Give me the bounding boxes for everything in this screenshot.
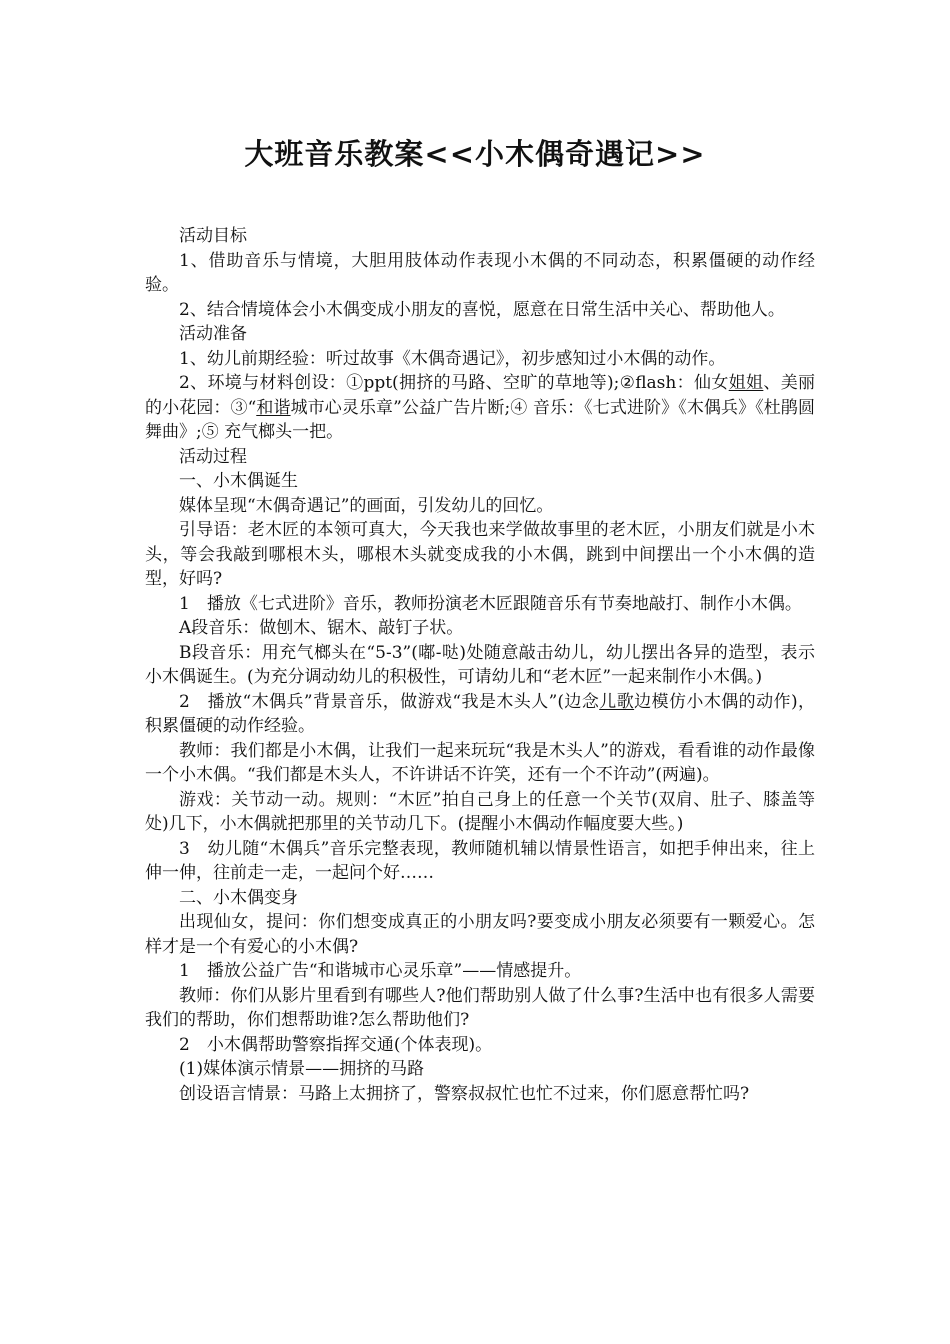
paragraph: A段音乐：做刨木、锯木、敲钉子状。: [179, 618, 464, 638]
subsection-heading: 一、小木偶诞生: [179, 471, 298, 491]
text-span: 2、环境与材料创设：①ppt(拥挤的马路、空旷的草地等);②flash：仙女: [179, 373, 729, 393]
text-span: 、美丽的小花园：③“: [145, 373, 816, 418]
paragraph: 2 小木偶帮助警察指挥交通(个体表现)。: [179, 1034, 493, 1055]
paragraph: 1、幼儿前期经验：听过故事《木偶奇遇记》，初步感知过小木偶的动作。: [179, 348, 726, 369]
document-title: 大班音乐教案<<小木偶奇遇记>>: [244, 137, 706, 171]
paragraph: 1 播放公益广告“和谐城市心灵乐章”——情感提升。: [179, 961, 582, 981]
link-erge[interactable]: 儿歌: [599, 691, 635, 712]
subsection-heading: 二、小木偶变身: [179, 887, 298, 908]
link-jiejie[interactable]: 姐姐: [728, 373, 764, 393]
paragraph: 2、结合情境体会小木偶变成小朋友的喜悦，愿意在日常生活中关心、帮助他人。: [179, 299, 785, 320]
paragraph-game: [145, 690, 815, 739]
text-span: 城市心灵乐章”公益广告片断;④ 音乐：《七式进阶》《木偶兵》《杜鹃圆舞曲》;⑤ 充气榔头一把。: [145, 397, 816, 442]
paragraph: (1)媒体演示情景——拥挤的马路: [179, 1059, 425, 1079]
section-heading-goals: 活动目标: [179, 226, 247, 246]
paragraph: B段音乐：用充气榔头在“5-3”(嘟-哒)处随意敲击幼儿，幼儿摆出各异的造型，表示小木偶诞生。(为充分调动幼儿的积极性，可请幼儿和“老木匠”一起来制作小木偶。): [145, 642, 815, 687]
paragraph: 游戏：关节动一动。规则：“木匠”拍自己身上的任意一个关节(双肩、肚子、膝盖等处)几下，小木偶就把那里的关节动几下。(提醒小木偶动作幅度要大些。): [145, 789, 815, 834]
paragraph: 引导语：老木匠的本领可真大，今天我也来学做故事里的老木匠，小朋友们就是小木头，等会我敲到哪根木头，哪根木头就变成我的小木偶，跳到中间摆出一个小木偶的造型，好吗?: [145, 520, 815, 589]
paragraph: 创设语言情景：马路上太拥挤了，警察叔叔忙也忙不过来，你们愿意帮忙吗?: [179, 1083, 750, 1104]
text-span: 边模仿小木偶的动作)，积累僵硬的动作经验。: [145, 691, 816, 736]
section-heading-preparation: 活动准备: [179, 324, 247, 344]
paragraph: 1、借助音乐与情境，大胆用肢体动作表现小木偶的不同动态，积累僵硬的动作经验。: [145, 250, 815, 295]
paragraph-materials: [145, 371, 815, 445]
paragraph: 3 幼儿随“木偶兵”音乐完整表现，教师随机辅以情景性语言，如把手伸出来，往上伸一伸，往前走一走，一起问个好……: [145, 838, 815, 883]
paragraph: 媒体呈现“木偶奇遇记”的画面，引发幼儿的回忆。: [179, 495, 554, 516]
paragraph: 出现仙女，提问：你们想变成真正的小朋友吗?要变成小朋友必须要有一颗爱心。怎样才是一个有爱心的小木偶?: [145, 912, 815, 957]
link-hexie[interactable]: 和谐: [256, 397, 291, 418]
document-body: [145, 224, 815, 1106]
paragraph: 1 播放《七式进阶》音乐，教师扮演老木匠跟随音乐有节奏地敲打、制作小木偶。: [179, 593, 802, 614]
section-heading-process: 活动过程: [179, 446, 247, 467]
paragraph: 教师：我们都是小木偶，让我们一起来玩玩“我是木头人”的游戏，看看谁的动作最像一个小木偶。“我们都是木头人，不许讲话不许笑，还有一个不许动”(两遍)。: [145, 740, 815, 785]
text-span: 2 播放“木偶兵”背景音乐，做游戏“我是木头人”(边念: [179, 691, 600, 712]
paragraph: 教师：你们从影片里看到有哪些人?他们帮助别人做了什么事?生活中也有很多人需要我们的帮助，你们想帮助谁?怎么帮助他们?: [145, 985, 815, 1030]
